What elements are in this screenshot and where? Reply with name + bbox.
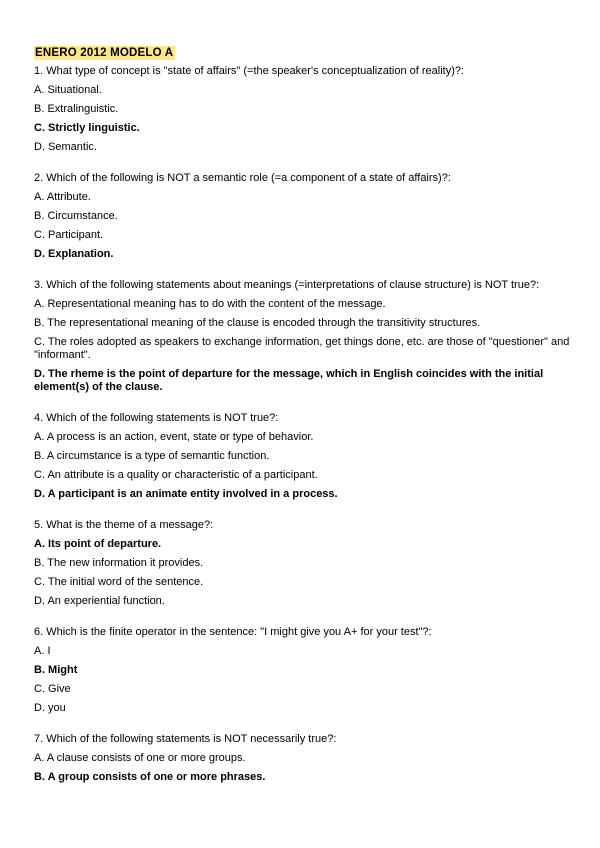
question-block xyxy=(34,172,574,261)
answer-option-correct: D. The rheme is the point of departure for the message, which in English coincides with the initial element(s) of the clause. xyxy=(34,368,544,393)
question-text: 6. Which is the finite operator in the sentence: "I might give you A+ for your test"?: xyxy=(34,626,432,638)
question-block xyxy=(34,279,574,394)
answer-option: C. The roles adopted as speakers to exchange information, get things done, etc. are those of "questioner" and "informant". xyxy=(34,336,570,361)
answer-option: C. Give xyxy=(34,683,71,695)
answer-option-correct: B. A group consists of one or more phrases. xyxy=(34,771,266,783)
answer-option-correct: B. Might xyxy=(34,664,78,676)
answer-option: C. An attribute is a quality or characteristic of a participant. xyxy=(34,469,318,481)
answer-option: D. An experiential function. xyxy=(34,595,165,607)
question-block xyxy=(34,519,574,608)
answer-option-correct: D. A participant is an animate entity involved in a process. xyxy=(34,488,338,500)
answer-option: C. The initial word of the sentence. xyxy=(34,576,204,588)
answer-option-correct: A. Its point of departure. xyxy=(34,538,162,550)
document-page xyxy=(34,43,574,802)
answer-option: D. you xyxy=(34,702,66,714)
answer-option: A. Attribute. xyxy=(34,191,91,203)
question-block xyxy=(34,412,574,501)
question-block xyxy=(34,626,574,715)
answer-option-correct: C. Strictly linguistic. xyxy=(34,122,140,134)
answer-option: D. Semantic. xyxy=(34,141,97,153)
answer-option: A. A clause consists of one or more groups. xyxy=(34,752,246,764)
answer-option: B. Circumstance. xyxy=(34,210,118,222)
answer-option: C. Participant. xyxy=(34,229,104,241)
question-block xyxy=(34,733,574,784)
question-text: 1. What type of concept is "state of affairs" (=the speaker's conceptualization of reality)?: xyxy=(34,65,465,77)
question-text: 4. Which of the following statements is NOT true?: xyxy=(34,412,279,424)
question-block xyxy=(34,65,574,154)
answer-option: A. Situational. xyxy=(34,84,102,96)
answer-option: A. I xyxy=(34,645,51,657)
answer-option: B. Extralinguistic. xyxy=(34,103,119,115)
answer-option-correct: D. Explanation. xyxy=(34,248,114,260)
question-text: 7. Which of the following statements is NOT necessarily true?: xyxy=(34,733,337,745)
question-text: 3. Which of the following statements about meanings (=interpretations of clause structure) is NOT true?: xyxy=(34,279,540,291)
answer-option: A. A process is an action, event, state or type of behavior. xyxy=(34,431,314,443)
answer-option: B. The representational meaning of the clause is encoded through the transitivity structures. xyxy=(34,317,481,329)
answer-option: B. The new information it provides. xyxy=(34,557,204,569)
question-list xyxy=(34,65,574,784)
question-text: 2. Which of the following is NOT a semantic role (=a component of a state of affairs)?: xyxy=(34,172,451,184)
question-text: 5. What is the theme of a message?: xyxy=(34,519,214,531)
exam-heading: ENERO 2012 MODELO A xyxy=(35,47,174,59)
answer-option: B. A circumstance is a type of semantic function. xyxy=(34,450,270,462)
answer-option: A. Representational meaning has to do with the content of the message. xyxy=(34,298,386,310)
